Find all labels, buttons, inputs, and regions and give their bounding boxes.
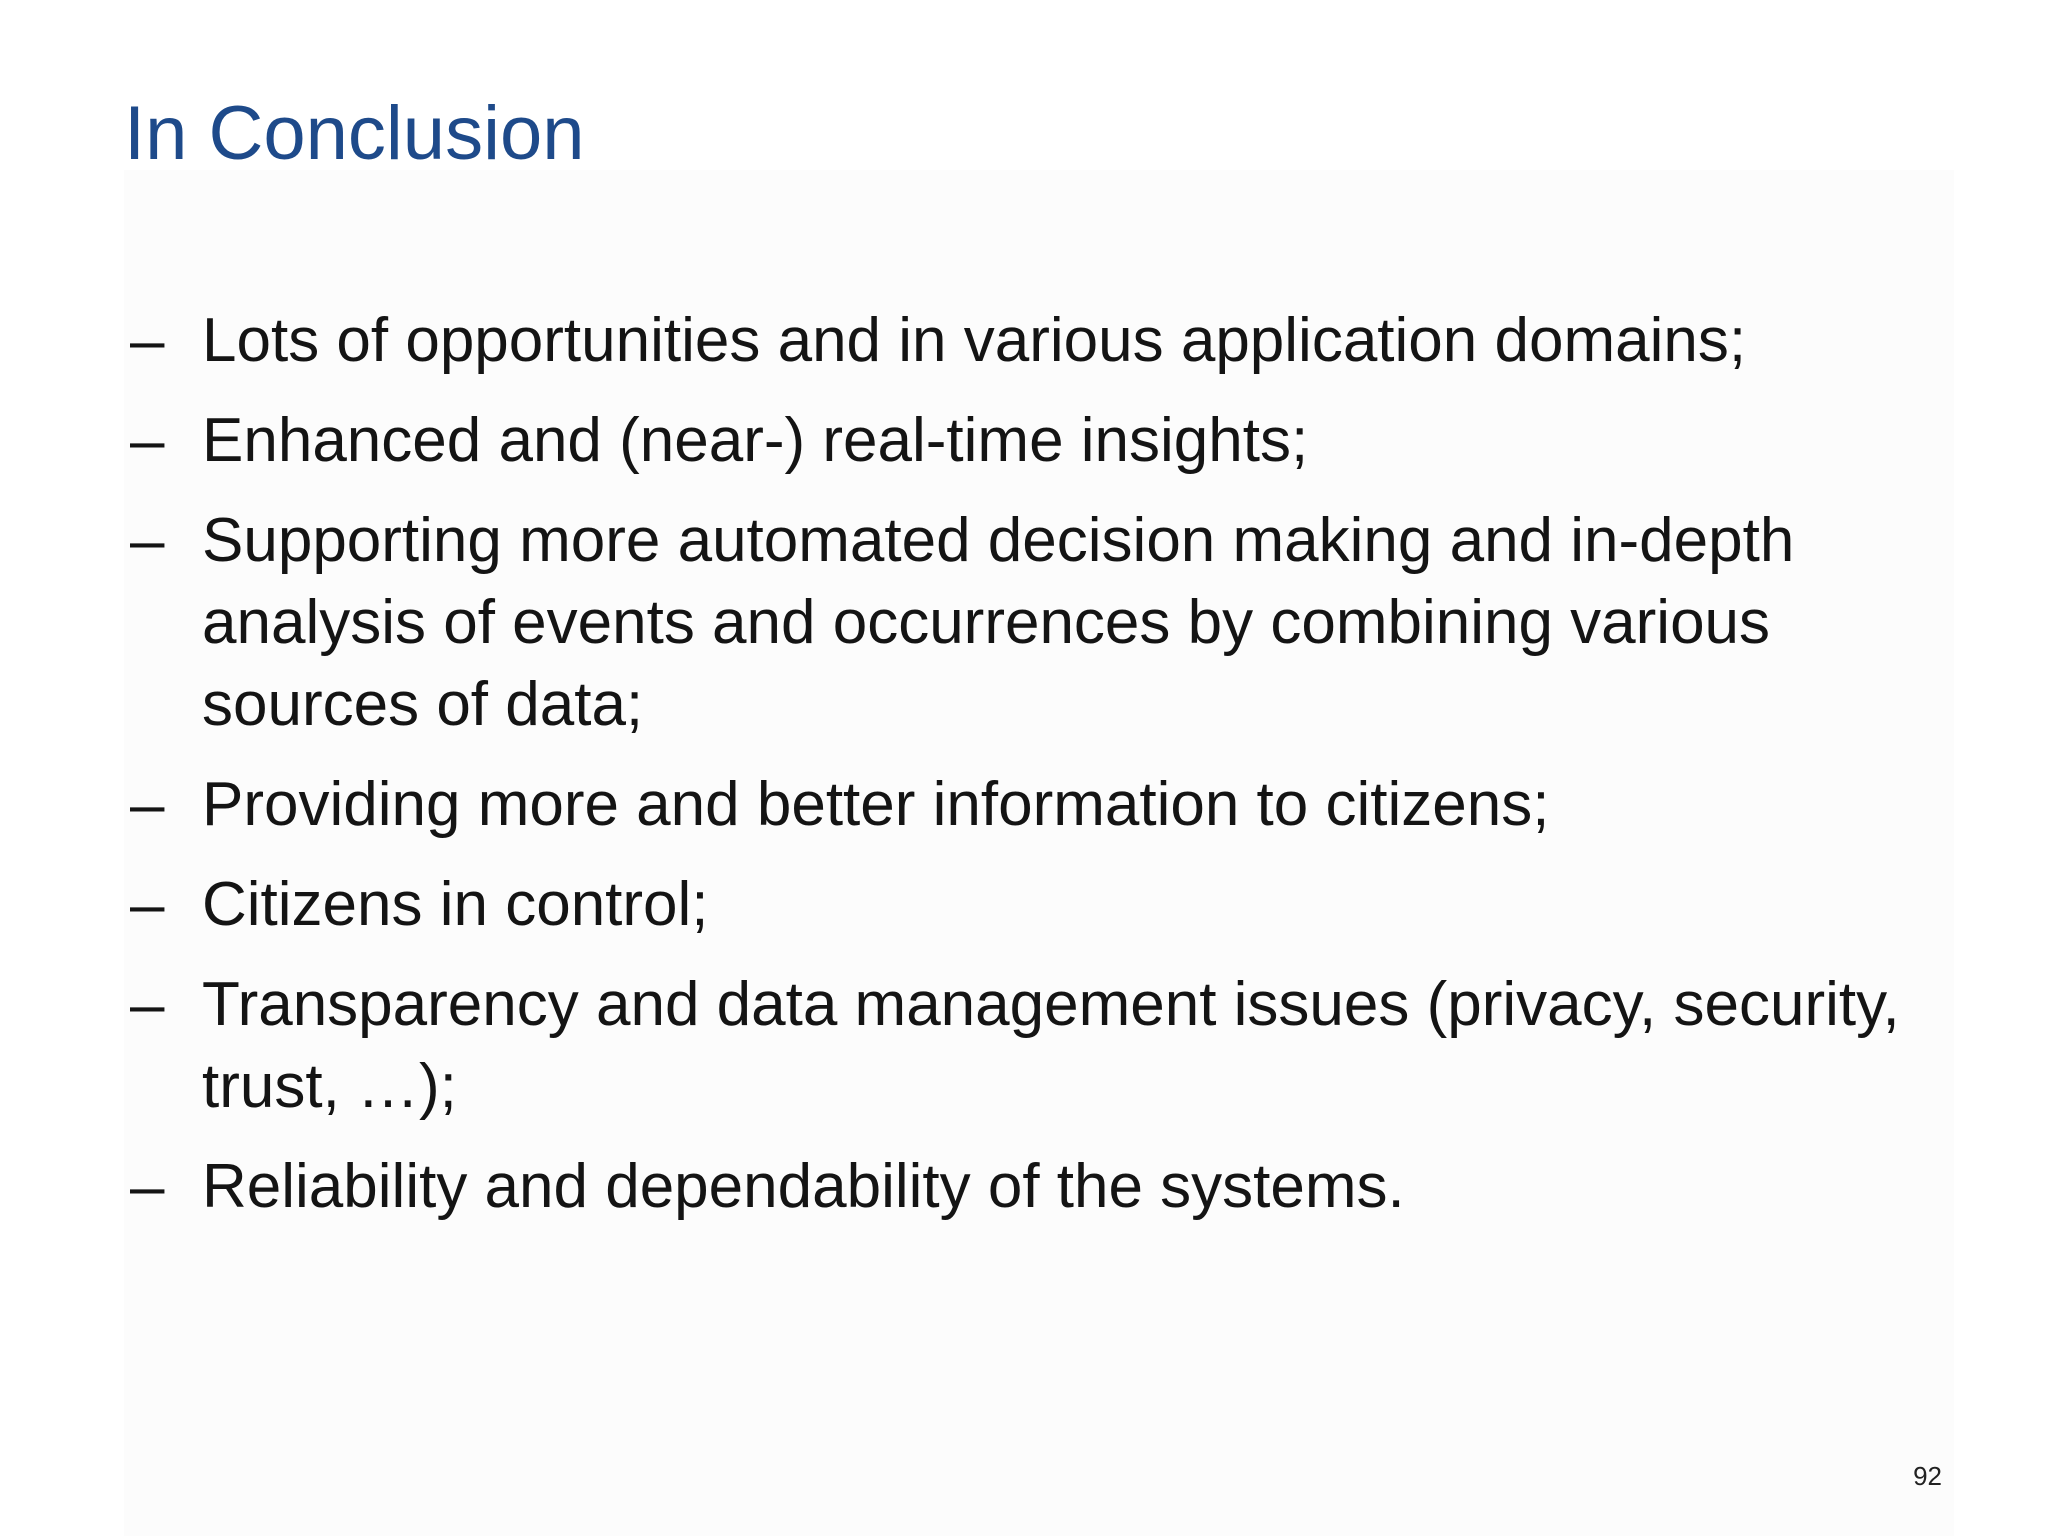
- bullet-item: [130, 864, 1920, 946]
- page-number: 92: [1913, 1461, 1942, 1491]
- dash-bullet-marker: –: [130, 770, 165, 839]
- bullet-text: Reliability and dependability of the systems.: [202, 1152, 1405, 1221]
- bullet-text: Supporting more automated decision making and in-depth analysis of events and occurrences by combining various sources of data;: [202, 506, 1795, 739]
- bullet-text: Enhanced and (near-) real-time insights;: [202, 406, 1309, 475]
- bullet-item: [130, 964, 1920, 1128]
- bullet-text: Citizens in control;: [202, 870, 709, 939]
- bullet-item: [130, 764, 1920, 846]
- bullet-text: Lots of opportunities and in various application domains;: [202, 306, 1747, 375]
- dash-bullet-marker: –: [130, 970, 165, 1039]
- bullet-item: [130, 300, 1920, 382]
- slide-title: In Conclusion: [124, 91, 585, 176]
- bullet-item: [130, 500, 1920, 746]
- bullet-text: Providing more and better information to citizens;: [202, 770, 1550, 839]
- dash-bullet-marker: –: [130, 1152, 165, 1221]
- bullet-text: Transparency and data management issues (privacy, security, trust, …);: [202, 970, 1900, 1121]
- bullet-item: [130, 400, 1920, 482]
- bullet-item: [130, 1146, 1920, 1228]
- dash-bullet-marker: –: [130, 306, 165, 375]
- dash-bullet-marker: –: [130, 870, 165, 939]
- dash-bullet-marker: –: [130, 506, 165, 575]
- bullet-list: [130, 300, 1920, 1246]
- dash-bullet-marker: –: [130, 406, 165, 475]
